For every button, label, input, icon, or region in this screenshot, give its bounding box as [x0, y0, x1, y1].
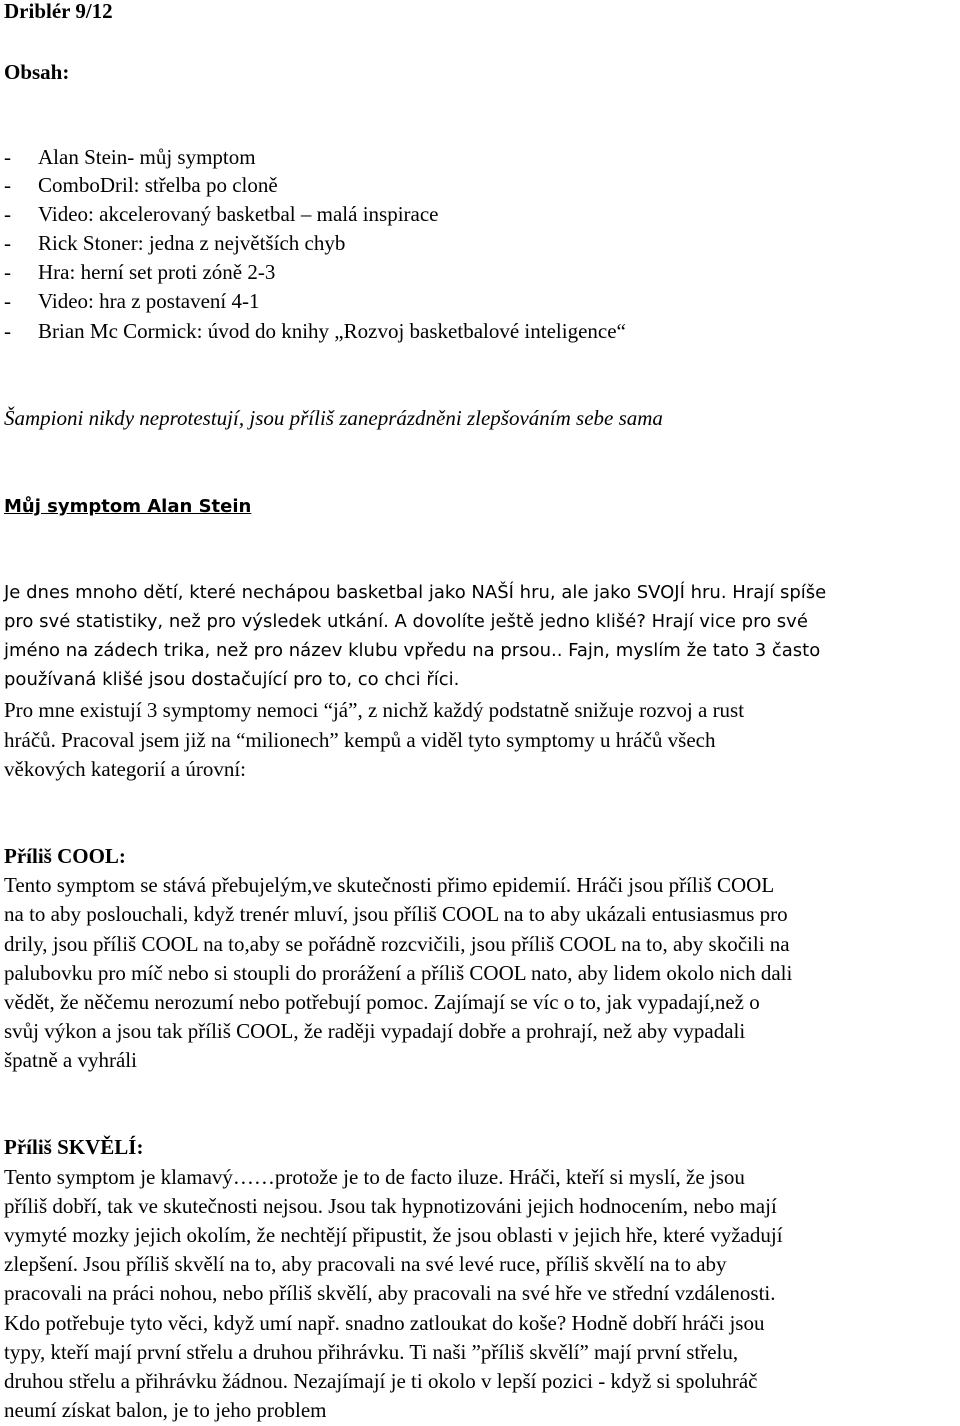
- list-dash: -: [4, 289, 11, 313]
- paragraph-line: Kdo potřebuje tyto věci, když umí např. snadno zatloukat do koše? Hodně dobří hráči jsou: [4, 1311, 765, 1335]
- paragraph-line: Tento symptom se stává přebujelým,ve skutečnosti přimo epidemií. Hráči jsou příliš COOL: [4, 873, 775, 897]
- paragraph-line: svůj výkon a jsou tak příliš COOL, že raději vypadají dobře a prohrají, než aby vypadali: [4, 1019, 746, 1043]
- section-heading-cool: Příliš COOL:: [4, 844, 126, 868]
- contents-item: - Video: hra z postavení 4-1: [4, 289, 260, 313]
- list-dash: -: [4, 260, 11, 284]
- contents-item: - Rick Stoner: jedna z největších chyb: [4, 231, 346, 255]
- paragraph-line: vědět, že něčemu nerozumí nebo potřebují pomoc. Zajímají se víc o to, jak vypadají,než o: [4, 990, 760, 1014]
- section-heading-skveli: Příliš SKVĚLÍ:: [4, 1135, 144, 1159]
- paragraph-line: na to aby poslouchali, když trenér mluví, jsou příliš COOL na to aby ukázali entusiasmus pro: [4, 902, 788, 926]
- article-heading: Můj symptom Alan Stein: [4, 496, 252, 517]
- paragraph-line: zlepšení. Jsou příliš skvělí na to, aby pracovali na své levé ruce, příliš skvělí na to aby: [4, 1252, 727, 1276]
- paragraph-line: jméno na zádech trika, než pro název klubu vpředu na prsou.. Fajn, myslím že tato 3 často: [4, 640, 821, 661]
- list-dash: -: [4, 231, 11, 255]
- paragraph-line: neumí získat balon, je to jeho problem: [4, 1398, 327, 1422]
- contents-item: - ComboDril: střelba po cloně: [4, 173, 278, 197]
- list-dash: -: [4, 173, 11, 197]
- paragraph-line: pracovali na práci nohou, nebo příliš skvělí, aby pracovali na své hře ve střední vzdálenosti.: [4, 1281, 776, 1305]
- paragraph-line: hráčů. Pracoval jsem již na “milionech” kempů a viděl tyto symptomy u hráčů všech: [4, 728, 716, 752]
- contents-item: - Alan Stein- můj symptom: [4, 145, 256, 169]
- paragraph-line: drily, jsou příliš COOL na to,aby se pořádně rozcvičili, jsou příliš COOL na to, aby skočili na: [4, 932, 790, 956]
- contents-item: - Hra: herní set proti zóně 2-3: [4, 260, 276, 284]
- paragraph-line: Je dnes mnoho dětí, které nechápou basketbal jako NAŠÍ hru, ale jako SVOJÍ hru. Hrají spíše: [4, 582, 827, 603]
- contents-item: - Video: akcelerovaný basketbal – malá inspirace: [4, 202, 439, 226]
- paragraph-line: Tento symptom je klamavý……protože je to de facto iluze. Hráči, kteří si myslí, že jsou: [4, 1165, 745, 1189]
- paragraph-line: příliš dobří, tak ve skutečnosti nejsou. Jsou tak hypnotizováni jejich hodnocením, nebo mají: [4, 1194, 777, 1218]
- paragraph-line: druhou střelu a přihrávku žádnou. Nezajímají je ti okolo v lepší pozici - když si spoluhráč: [4, 1369, 758, 1393]
- paragraph-line: Pro mne existují 3 symptomy nemoci “já”, z nichž každý podstatně snižuje rozvoj a rust: [4, 698, 745, 722]
- list-dash: -: [4, 319, 11, 343]
- list-dash: -: [4, 145, 11, 169]
- contents-label: Obsah:: [4, 60, 70, 84]
- contents-item: - Brian Mc Cormick: úvod do knihy „Rozvoj basketbalové inteligence“: [4, 319, 626, 343]
- paragraph-line: používaná klišé jsou dostačující pro to, co chci říci.: [4, 669, 460, 690]
- paragraph-line: věkových kategorií a úrovní:: [4, 757, 247, 781]
- motto-quote: Šampioni nikdy neprotestují, jsou příliš zaneprázdněni zlepšováním sebe sama: [4, 406, 663, 430]
- list-dash: -: [4, 202, 11, 226]
- paragraph-line: palubovku pro míč nebo si stoupli do prorážení a příliš COOL nato, aby lidem okolo nich dali: [4, 961, 793, 985]
- paragraph-line: špatně a vyhráli: [4, 1048, 137, 1072]
- document-title: Driblér 9/12: [4, 0, 113, 23]
- paragraph-line: vymyté mozky jejich okolím, že nechtějí připustit, že jsou oblasti v jejich hře, které vyžadují: [4, 1223, 783, 1247]
- paragraph-line: typy, kteří mají první střelu a druhou přihrávku. Ti naši ”příliš skvělí” mají první střelu,: [4, 1340, 739, 1364]
- paragraph-line: pro své statistiky, než pro výsledek utkání. A dovolíte ještě jedno klišé? Hrají vice pro své: [4, 611, 808, 632]
